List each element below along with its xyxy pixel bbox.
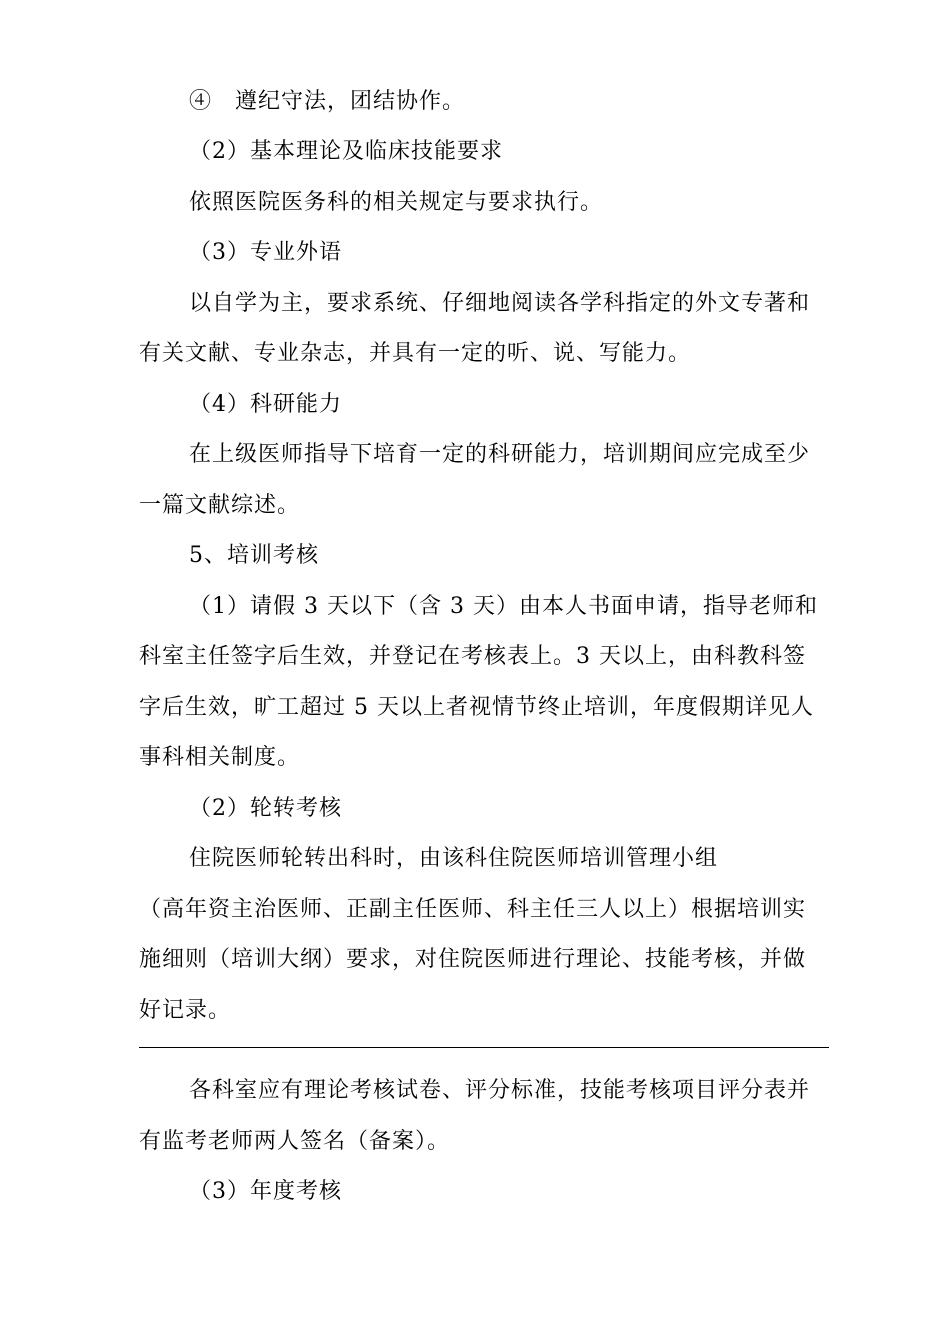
text-line: 科室主任签字后生效，并登记在考核表上。3 天以上，由科教科签 [139, 644, 806, 669]
section-heading: 5、培训考核 [189, 543, 319, 568]
text-line: （1）请假 3 天以下（含 3 天）由本人书面申请，指导老师和 [189, 594, 818, 619]
text-line: 好记录。 [139, 998, 232, 1023]
text-line: 在上级医师指导下培育一定的科研能力，培训期间应完成至少 [189, 442, 811, 467]
text-line: 以自学为主，要求系统、仔细地阅读各学科指定的外文专著和 [189, 291, 811, 316]
text-line: 字后生效，旷工超过 5 天以上者视情节终止培训，年度假期详见人 [139, 695, 814, 720]
text-line: 一篇文献综述。 [139, 493, 301, 518]
text-line: 事科相关制度。 [139, 745, 301, 770]
text-line: 住院医师轮转出科时，由该科住院医师培训管理小组 [189, 846, 719, 871]
text-line: 依照医院医务科的相关规定与要求执行。 [189, 190, 604, 215]
text-line: 施细则（培训大纲）要求，对住院医师进行理论、技能考核，并做 [139, 947, 807, 972]
section-heading: （4）科研能力 [189, 392, 342, 417]
text-line: （高年资主治医师、正副主任医师、科主任三人以上）根据培训实 [139, 897, 807, 922]
section-heading: （2）轮转考核 [189, 796, 342, 821]
text-line: ④ 遵纪守法，团结协作。 [189, 89, 466, 114]
text-line: 有监考老师两人签名（备案）。 [139, 1129, 451, 1154]
text-line: 有关文献、专业杂志，并具有一定的听、说、写能力。 [139, 341, 692, 366]
section-heading: （3）年度考核 [189, 1179, 342, 1204]
section-heading: （3）专业外语 [189, 240, 342, 265]
horizontal-divider [139, 1047, 829, 1048]
text-line: 各科室应有理论考核试卷、评分标准，技能考核项目评分表并 [189, 1078, 811, 1103]
section-heading: （2）基本理论及临床技能要求 [189, 139, 503, 164]
